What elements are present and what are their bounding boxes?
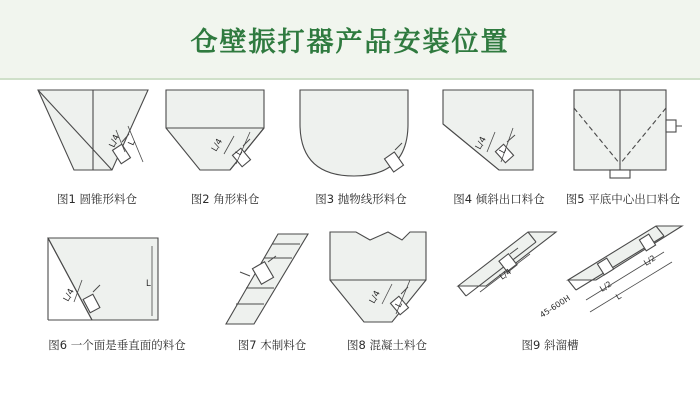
figure-4-drawing [437, 84, 557, 194]
figure-2-caption: 图2 角形料仓 [190, 192, 260, 206]
figure-3-drawing [292, 84, 427, 194]
figure-6-drawing [40, 232, 180, 340]
figure-2 [160, 84, 290, 206]
figure-1-dim-l4: L/4 [107, 133, 123, 150]
figure-1 [30, 84, 160, 206]
figure-8-dim-l4: L/4 [367, 289, 383, 306]
figure-2-dim-l: L [233, 148, 245, 158]
figure-7 [212, 232, 332, 352]
figure-7-caption: 图7 木制料仓 [237, 338, 307, 352]
figure-9-dim-l: L [614, 291, 623, 302]
figure-4-dim-l4: L/4 [473, 135, 489, 152]
figure-3-caption: 图3 抛物线形料仓 [315, 192, 407, 206]
figure-9 [450, 220, 690, 352]
figure-6-dim-l4: L/4 [61, 287, 77, 304]
figure-4 [437, 84, 557, 206]
figure-8 [318, 222, 453, 352]
figure-5 [562, 84, 682, 206]
figure-6 [40, 232, 186, 352]
figure-6-dim-l: L [146, 279, 151, 289]
figure-9-drawing [450, 220, 690, 340]
page-title: 仓壁振打器产品安装位置 [190, 26, 510, 58]
figure-1-drawing [30, 84, 160, 194]
header-banner [0, 0, 700, 78]
figure-9-dim-l4: L/4 [497, 267, 514, 282]
figure-9-dim-angle: 45-600H [538, 293, 572, 320]
figure-8-caption: 图8 混凝土料仓 [347, 338, 427, 352]
figure-6-caption: 图6 一个面是垂直面的料仓 [48, 338, 186, 352]
figure-grid [0, 80, 700, 406]
figure-4-dim-l: L [497, 146, 509, 156]
figure-1-dim-l: L [126, 138, 138, 148]
figure-2-drawing [160, 84, 290, 194]
figure-9-caption: 图9 斜溜槽 [521, 338, 579, 352]
figure-8-drawing [318, 222, 453, 340]
figure-2-dim-l4: L/4 [209, 137, 226, 154]
figure-8-dim-l: L [393, 300, 405, 310]
figure-1-caption: 图1 圆锥形料仓 [57, 192, 137, 206]
figure-5-caption: 图5 平底中心出口料仓 [565, 192, 681, 206]
figure-7-drawing [212, 232, 332, 340]
figure-3 [292, 84, 427, 206]
figure-9-dim-l2-b: L/2 [642, 253, 658, 268]
figure-5-drawing [562, 84, 682, 194]
figure-4-caption: 图4 倾斜出口料仓 [453, 192, 545, 206]
figure-9-dim-l2-a: L/2 [598, 279, 614, 294]
